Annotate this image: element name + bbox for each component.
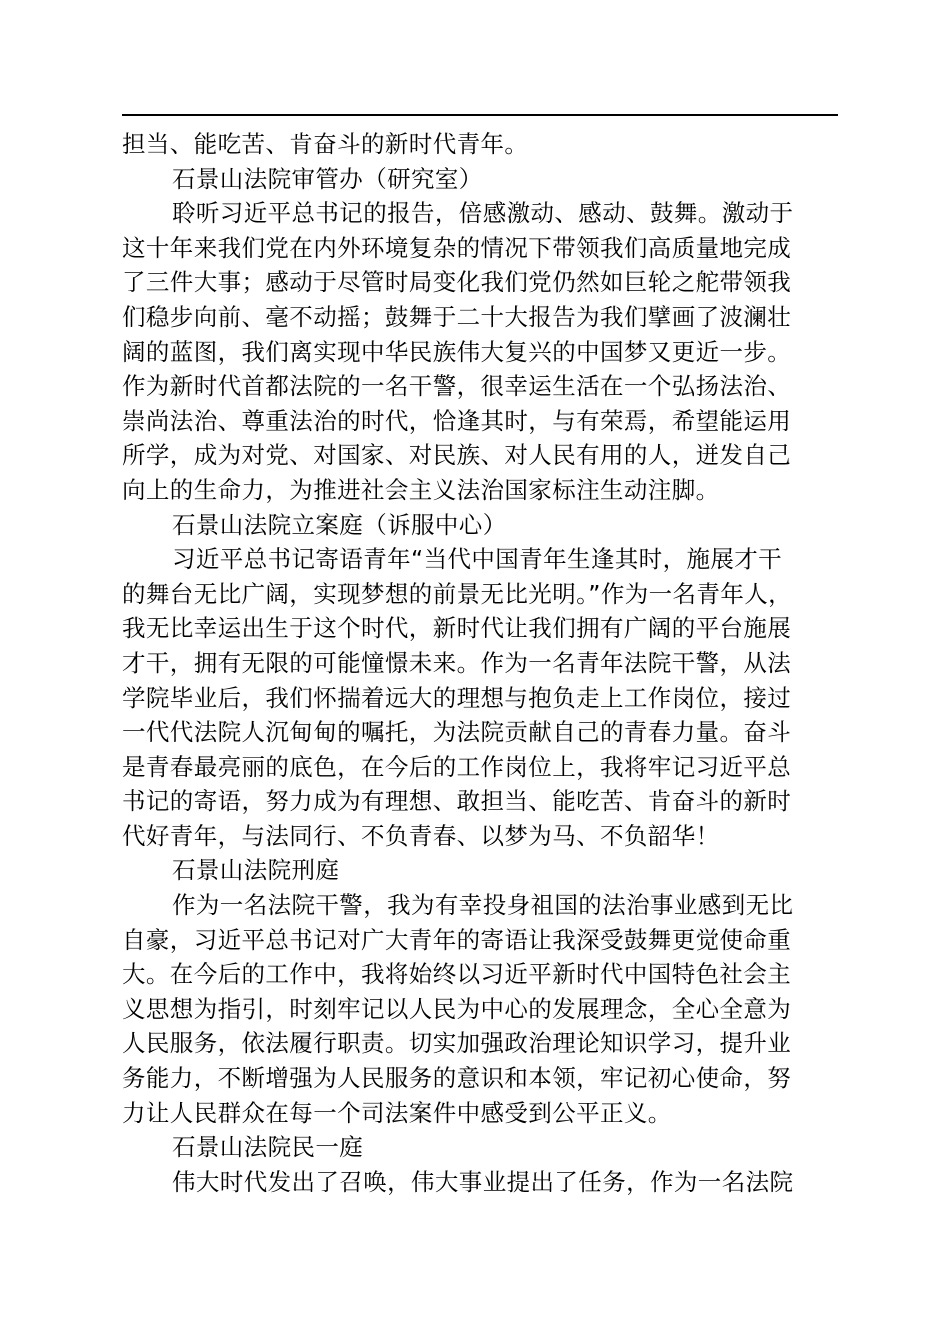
text-line: 作为新时代首都法院的一名干警，很幸运生活在一个弘扬法治、 xyxy=(122,372,792,401)
text-line: 向上的生命力，为推进社会主义法治国家标注生动注脚。 xyxy=(122,475,720,504)
text-line: 大。在今后的工作中，我将始终以习近平新时代中国特色社会主 xyxy=(122,960,792,989)
text-line: 务能力，不断增强为人民服务的意识和本领，牢记初心使命，努 xyxy=(122,1064,792,1093)
text-line: 们稳步向前、毫不动摇；鼓舞于二十大报告为我们擘画了波澜壮 xyxy=(122,302,792,331)
text-line: 这十年来我们党在内外环境复杂的情况下带领我们高质量地完成 xyxy=(122,233,792,262)
section-heading-min-yi-ting: 石景山法院民一庭 xyxy=(172,1133,364,1162)
section-heading-xing-ting: 石景山法院刑庭 xyxy=(172,856,340,885)
text-line: 书记的寄语，努力成为有理想、敢担当、能吃苦、肯奋斗的新时 xyxy=(122,787,792,816)
text-line: 了三件大事；感动于尽管时局变化我们党仍然如巨轮之舵带领我 xyxy=(122,268,792,297)
text-line: 我无比幸运出生于这个时代，新时代让我们拥有广阔的平台施展 xyxy=(122,614,792,643)
text-line: 的舞台无比广阔，实现梦想的前景无比光明。”作为一名青年人， xyxy=(122,579,793,608)
text-line: 义思想为指引，时刻牢记以人民为中心的发展理念，全心全意为 xyxy=(122,994,792,1023)
text-line: 作为一名法院干警，我为有幸投身祖国的法治事业感到无比 xyxy=(172,891,794,920)
text-line: 习近平总书记寄语青年“当代中国青年生逢其时，施展才干 xyxy=(172,545,783,574)
text-line: 一代代法院人沉甸甸的嘱托，为法院贡献自己的青春力量。奋斗 xyxy=(122,718,792,747)
text-line: 力让人民群众在每一个司法案件中感受到公平正义。 xyxy=(122,1098,672,1127)
header-rule xyxy=(122,114,838,116)
text-line: 聆听习近平总书记的报告，倍感激动、感动、鼓舞。激动于 xyxy=(172,199,794,228)
text-line: 阔的蓝图，我们离实现中华民族伟大复兴的中国梦又更近一步。 xyxy=(122,337,792,366)
section-heading-shenguanban: 石景山法院审管办（研究室） xyxy=(172,164,483,193)
text-line: 代好青年，与法同行、不负青春、以梦为马、不负韶华！ xyxy=(122,821,720,850)
section-heading-li-an-ting: 石景山法院立案庭（诉服中心） xyxy=(172,510,507,539)
text-line: 学院毕业后，我们怀揣着远大的理想与抱负走上工作岗位，接过 xyxy=(122,683,792,712)
text-line: 担当、能吃苦、肯奋斗的新时代青年。 xyxy=(122,130,529,158)
text-line: 自豪，习近平总书记对广大青年的寄语让我深受鼓舞更觉使命重 xyxy=(122,925,792,954)
text-line: 是青春最亮丽的底色，在今后的工作岗位上，我将牢记习近平总 xyxy=(122,752,792,781)
text-line: 伟大时代发出了召唤，伟大事业提出了任务，作为一名法院 xyxy=(172,1167,794,1196)
document-body xyxy=(122,127,838,1199)
text-line: 所学，成为对党、对国家、对民族、对人民有用的人，迸发自己 xyxy=(122,441,792,470)
text-line: 崇尚法治、尊重法治的时代，恰逢其时，与有荣焉，希望能运用 xyxy=(122,406,792,435)
text-line: 才干，拥有无限的可能憧憬未来。作为一名青年法院干警，从法 xyxy=(122,648,792,677)
text-line: 人民服务，依法履行职责。切实加强政治理论知识学习，提升业 xyxy=(122,1029,792,1058)
